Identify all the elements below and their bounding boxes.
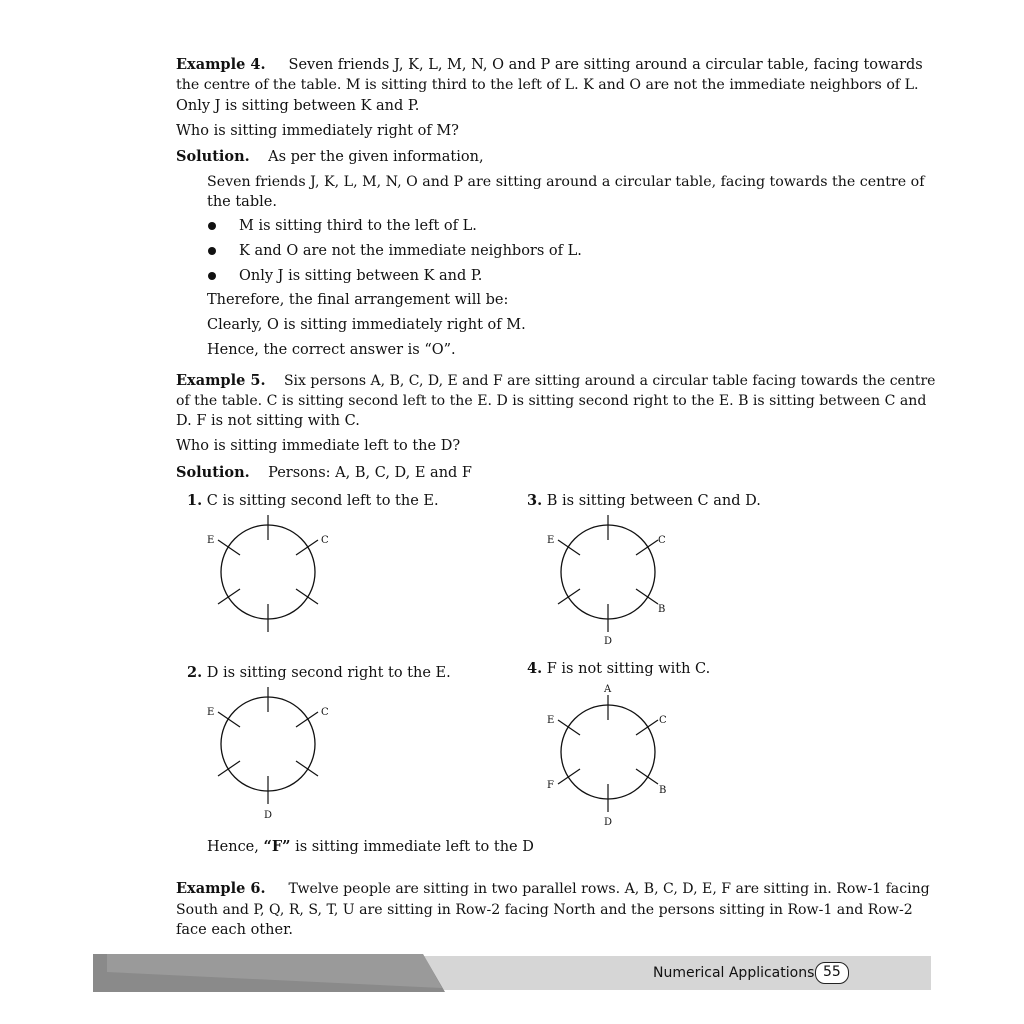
example6-question-line3: face each other. — [176, 922, 294, 938]
example4-question-line3: Only J is sitting between K and P. — [176, 98, 420, 114]
seat-mark — [218, 540, 240, 555]
seat-mark — [296, 712, 318, 727]
seat-mark — [636, 720, 658, 735]
example4-solution-label: Solution. — [176, 148, 250, 165]
seat-mark — [636, 589, 658, 604]
step-number: 1. — [187, 492, 203, 509]
seat-label-e: E — [207, 535, 215, 546]
seat-mark — [558, 540, 580, 555]
seat-label-d: D — [604, 636, 613, 647]
step-4 — [527, 659, 710, 679]
example6-heading: Example 6. — [176, 880, 266, 897]
seat-label-c: C — [658, 535, 666, 546]
example6-line1 — [176, 879, 930, 899]
example4-bullet-3: Only J is sitting between K and P. — [239, 268, 483, 284]
seat-label-d: D — [604, 817, 613, 828]
footer-title: Numerical Applications — [653, 965, 815, 981]
seat-mark — [296, 761, 318, 776]
seat-label-b: B — [659, 785, 667, 796]
seat-label-e: E — [547, 715, 555, 726]
example4-clearly: Clearly, O is sitting immediately right of M. — [207, 317, 526, 333]
step-number: 3. — [527, 492, 543, 509]
example4-heading: Example 4. — [176, 56, 266, 73]
seat-mark — [296, 589, 318, 604]
example4-solution-intro: As per the given information, — [268, 149, 484, 165]
example5-question-line1: Six persons A, B, C, D, E and F are sitting around a circular table facing towards the centre — [283, 373, 936, 389]
example5-solution-intro: Persons: A, B, C, D, E and F — [268, 465, 472, 481]
step-2 — [187, 663, 451, 683]
seat-mark — [218, 712, 240, 727]
example4-bullet-1: M is sitting third to the left of L. — [239, 218, 477, 234]
page-number: 55 — [823, 964, 841, 980]
seat-mark — [558, 720, 580, 735]
bullet-dot — [208, 247, 216, 255]
bullet-dot — [208, 272, 216, 280]
seat-label-f: F — [547, 780, 554, 791]
example4-line1 — [176, 55, 923, 75]
seat-mark — [296, 540, 318, 555]
example5-solution-label: Solution. — [176, 464, 250, 481]
example6-question-line2: South and P, Q, R, S, T, U are sitting in Row-2 facing North and the persons sitting in Row-1 and Row-2 — [176, 902, 913, 918]
example4-question-line2: the centre of the table. M is sitting third to the left of L. K and O are not the immediate neighbors of L. — [176, 77, 919, 93]
step-text: B is sitting between C and D. — [546, 493, 761, 509]
step-number: 2. — [187, 664, 203, 681]
example5-question-line2: of the table. C is sitting second left to the E. D is sitting second right to the E. B is sitting between C and — [176, 393, 927, 409]
conclusion-suffix: is sitting immediate left to the D — [290, 839, 534, 855]
example4-therefore: Therefore, the final arrangement will be: — [207, 292, 509, 308]
seat-mark — [218, 589, 240, 604]
seat-label-b: B — [658, 604, 666, 615]
example4-body-line1: Seven friends J, K, L, M, N, O and P are sitting around a circular table, facing towards the centre of — [207, 174, 925, 190]
seat-label-c: C — [321, 707, 329, 718]
seat-label-d: D — [264, 810, 273, 821]
seat-mark — [636, 769, 658, 784]
conclusion-prefix: Hence, — [207, 839, 264, 855]
bullet-dot — [208, 222, 216, 230]
example4-bullet-2: K and O are not the immediate neighbors of L. — [239, 243, 582, 259]
seat-mark — [558, 769, 580, 784]
seat-mark — [636, 540, 658, 555]
seating-diagram-1 — [200, 510, 340, 640]
seating-diagram-4 — [540, 680, 680, 830]
seat-label-a: A — [604, 684, 612, 695]
example5-conclusion — [207, 837, 534, 857]
step-text: F is not sitting with C. — [546, 661, 711, 677]
step-text: D is sitting second right to the E. — [206, 665, 451, 681]
example5-question: Who is sitting immediate left to the D? — [176, 438, 461, 454]
example5-heading: Example 5. — [176, 372, 266, 389]
example4-answer: Hence, the correct answer is “O”. — [207, 342, 456, 358]
example4-body-line2: the table. — [207, 194, 277, 210]
seat-label-e: E — [547, 535, 555, 546]
seating-diagram-2 — [200, 682, 340, 822]
seat-label-c: C — [659, 715, 667, 726]
seat-label-e: E — [207, 707, 215, 718]
step-1 — [187, 491, 439, 511]
example5-solution-line — [176, 463, 472, 483]
example4-question-line1: Seven friends J, K, L, M, N, O and P are sitting around a circular table, facing towards — [288, 57, 923, 73]
conclusion-answer: “F” — [263, 838, 291, 855]
example5-line1 — [176, 371, 935, 391]
example4-question: Who is sitting immediately right of M? — [176, 123, 459, 139]
step-3 — [527, 491, 761, 511]
seat-mark — [218, 761, 240, 776]
example5-question-line3: D. F is not sitting with C. — [176, 413, 360, 429]
step-text: C is sitting second left to the E. — [206, 493, 439, 509]
step-number: 4. — [527, 660, 543, 677]
seat-label-c: C — [321, 535, 329, 546]
seat-mark — [558, 589, 580, 604]
example6-question-line1: Twelve people are sitting in two parallel rows. A, B, C, D, E, F are sitting in. Row-1 facing — [288, 881, 930, 897]
example4-solution-line — [176, 147, 484, 167]
seating-diagram-3 — [540, 510, 680, 650]
